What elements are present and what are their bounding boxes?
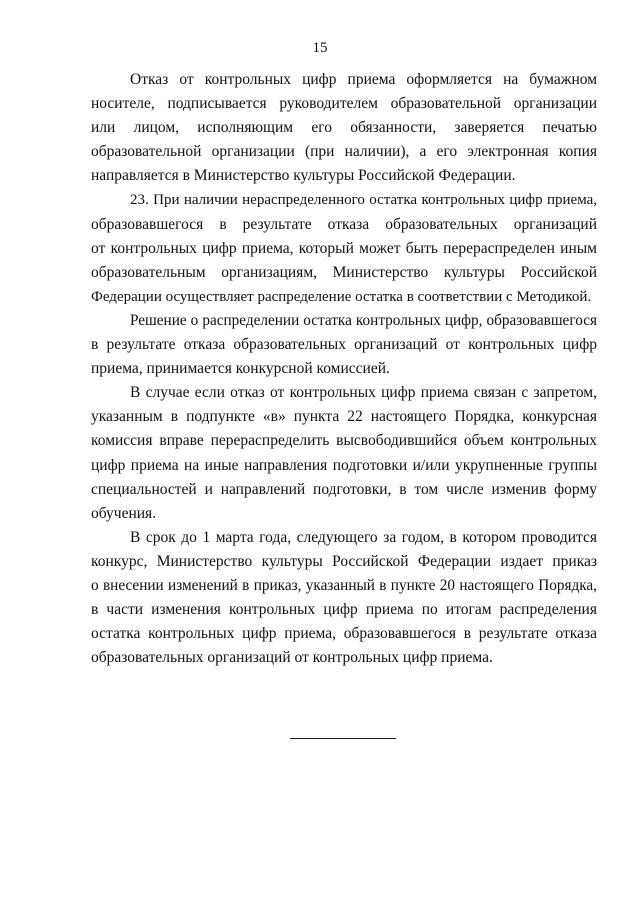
text-line: обучения.: [91, 504, 157, 522]
paragraph-item-23: [91, 188, 597, 308]
text-line: образовательной организации (при наличии), а его электронная копия: [91, 143, 597, 161]
page-number: 15: [312, 40, 328, 56]
text-line: остатка контрольных цифр приема, образовавшегося в результате отказа: [91, 625, 597, 643]
text-line: о внесении изменений в приказ, указанный в пункте 20 настоящего Порядка,: [91, 576, 597, 594]
paragraph-distribution-decision: [91, 309, 597, 381]
text-line: цифр приема на иные направления подготовки и/или укрупненные группы: [91, 456, 597, 474]
text-line: в результате отказа образовательных организаций от контрольных цифр: [91, 336, 597, 354]
paragraph-order-deadline: [91, 526, 597, 671]
text-line: указанным в подпункте «в» пункта 22 настоящего Порядка, конкурсная: [91, 408, 597, 426]
end-divider-line: [290, 738, 396, 739]
text-line: конкурс, Министерство культуры Российской Федерации издает приказ: [91, 552, 597, 570]
text-line: или лицом, исполняющим его обязанности, заверяется печатью: [91, 119, 597, 137]
paragraph-redistribution-case: [91, 381, 597, 526]
text-line: приема, принимается конкурсной комиссией.: [91, 360, 390, 378]
text-line: В случае если отказ от контрольных цифр приема связан с запретом,: [130, 384, 597, 402]
text-line: направляется в Министерство культуры Российской Федерации.: [91, 167, 516, 185]
text-line: специальностей и направлений подготовки, в том числе изменив форму: [91, 480, 597, 498]
text-line: образовательным организациям, Министерство культуры Российской: [91, 263, 597, 281]
text-line: Федерации осуществляет распределение остатка в соответствии с Методикой.: [91, 288, 592, 305]
document-body: [91, 68, 597, 670]
text-line: комиссия вправе перераспределить высвободившийся объем контрольных: [91, 432, 597, 450]
text-line: образовательных организаций от контрольных цифр приема.: [91, 649, 493, 667]
text-line: носителе, подписывается руководителем образовательной организации: [91, 95, 597, 113]
text-line: Отказ от контрольных цифр приема оформляется на бумажном: [130, 71, 597, 88]
text-line: Решение о распределении остатка контрольных цифр, образовавшегося: [130, 311, 597, 329]
text-line: В срок до 1 марта года, следующего за годом, в котором проводится: [130, 528, 597, 546]
paragraph-refusal-form: [91, 68, 597, 188]
text-line: образовавшегося в результате отказа образовательных организаций: [91, 215, 597, 233]
text-line: от контрольных цифр приема, который может быть перераспределен иным: [91, 239, 597, 257]
text-line: в части изменения контрольных цифр приема по итогам распределения: [91, 601, 597, 619]
text-line: 23. При наличии нераспределенного остатка контрольных цифр приема,: [130, 192, 597, 209]
